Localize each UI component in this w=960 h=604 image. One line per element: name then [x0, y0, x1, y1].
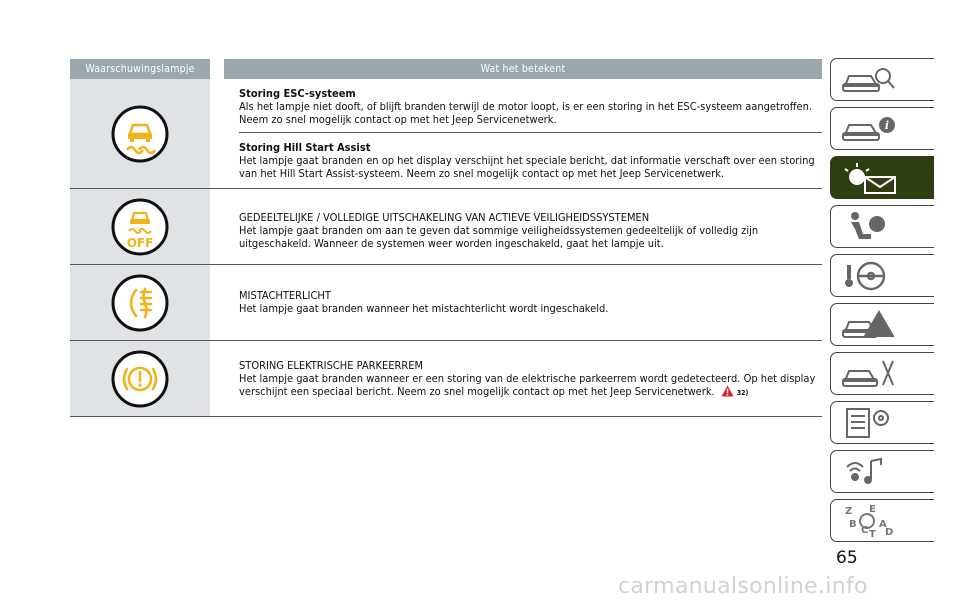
- car-info-icon: [841, 113, 897, 145]
- entry-esc-fault: [239, 79, 822, 132]
- svg-text:E: E: [869, 503, 876, 515]
- steering-key-icon: [841, 259, 897, 293]
- spec-gear-icon: [841, 406, 897, 440]
- tab-car-search[interactable]: [830, 58, 934, 101]
- entry-text-body: Het lampje gaat branden wanneer er een storing van de elektrische parkeerrem wordt gedetecteerd. Op het display verschijnt een speciaal bericht. Neem zo snel mogelijk contact op met het Jeep Servicenetwerk.: [239, 372, 816, 398]
- entry-title: STORING ELEKTRISCHE PARKEERREM: [239, 359, 424, 372]
- entry-title: GEDEELTELIJKE / VOLLEDIGE UITSCHAKELING VAN ACTIEVE VEILIGHEIDSSYSTEMEN: [239, 211, 650, 224]
- multimedia-icon: [841, 455, 897, 489]
- tab-multimedia[interactable]: [830, 450, 934, 493]
- svg-text:i: i: [884, 118, 890, 132]
- warning-triangle-icon: [721, 385, 734, 400]
- tab-car-info[interactable]: [830, 107, 934, 150]
- tab-steering-key[interactable]: [830, 254, 934, 297]
- entry-text: Als het lampje niet dooft, of blijft branden terwijl de motor loopt, is er een storing in het ESC-systeem aangetroffen. Neem zo snel mogelijk contact op met het Jeep Servicenetwerk.: [239, 100, 813, 126]
- entry-title: Storing Hill Start Assist: [239, 141, 371, 154]
- tab-index[interactable]: [830, 499, 934, 542]
- svg-text:A: A: [879, 518, 887, 530]
- entry-title: Storing ESC-systeem: [239, 87, 356, 100]
- seat-airbag-icon: [841, 210, 897, 244]
- svg-text:T: T: [869, 528, 876, 539]
- table-row: [70, 79, 822, 189]
- svg-text:D: D: [885, 526, 894, 538]
- entry-title: MISTACHTERLICHT: [239, 289, 331, 302]
- watermark[interactable]: carmanualsonline.info: [618, 574, 868, 599]
- warning-lights-table: [70, 59, 822, 417]
- tab-car-emergency[interactable]: [830, 303, 934, 346]
- car-search-icon: [841, 64, 897, 96]
- header-meaning: Wat het betekent: [224, 59, 822, 79]
- off-label: OFF: [126, 235, 154, 250]
- entry-text: Het lampje gaat branden en op het display verschijnt het speciale bericht, dat informatie verschaft over een storing van het Hill Start Assist-systeem. Neem zo snel mogelijk contact op met het Jeep Servicenetwerk.: [239, 154, 815, 180]
- warning-lights-message-icon: [841, 161, 901, 195]
- table-row: [70, 265, 822, 341]
- chapter-sidebar: [830, 58, 934, 548]
- table-row: [70, 189, 822, 265]
- tab-spec-gear[interactable]: [830, 401, 934, 444]
- tab-seat-airbag[interactable]: [830, 205, 934, 248]
- header-warning-light: Waarschuwingslampje: [70, 59, 210, 79]
- entry-text: Het lampje gaat branden wanneer het mistachterlicht wordt ingeschakeld.: [239, 302, 609, 315]
- tab-car-wrench[interactable]: [830, 352, 934, 395]
- svg-text:B: B: [849, 518, 857, 530]
- table-row: [70, 341, 822, 417]
- index-letters-icon: [841, 503, 897, 539]
- svg-text:C: C: [861, 524, 869, 536]
- entry-text: [239, 372, 822, 400]
- entry-hill-start-fault: [239, 132, 822, 186]
- tab-warning-lights[interactable]: [830, 156, 934, 199]
- note-reference[interactable]: 32): [736, 389, 749, 397]
- car-wrench-icon: [841, 357, 897, 391]
- entry-text: Het lampje gaat branden om aan te geven dat sommige veiligheidssystemen gedeeltelijk of volledig zijn uitgeschakeld. Wanneer de systemen weer worden ingeschakeld, gaat het lampje uit.: [239, 224, 759, 250]
- svg-text:Z: Z: [845, 505, 853, 517]
- car-emergency-icon: [841, 308, 897, 342]
- table-header: [70, 59, 822, 79]
- page-number: 65: [836, 548, 858, 568]
